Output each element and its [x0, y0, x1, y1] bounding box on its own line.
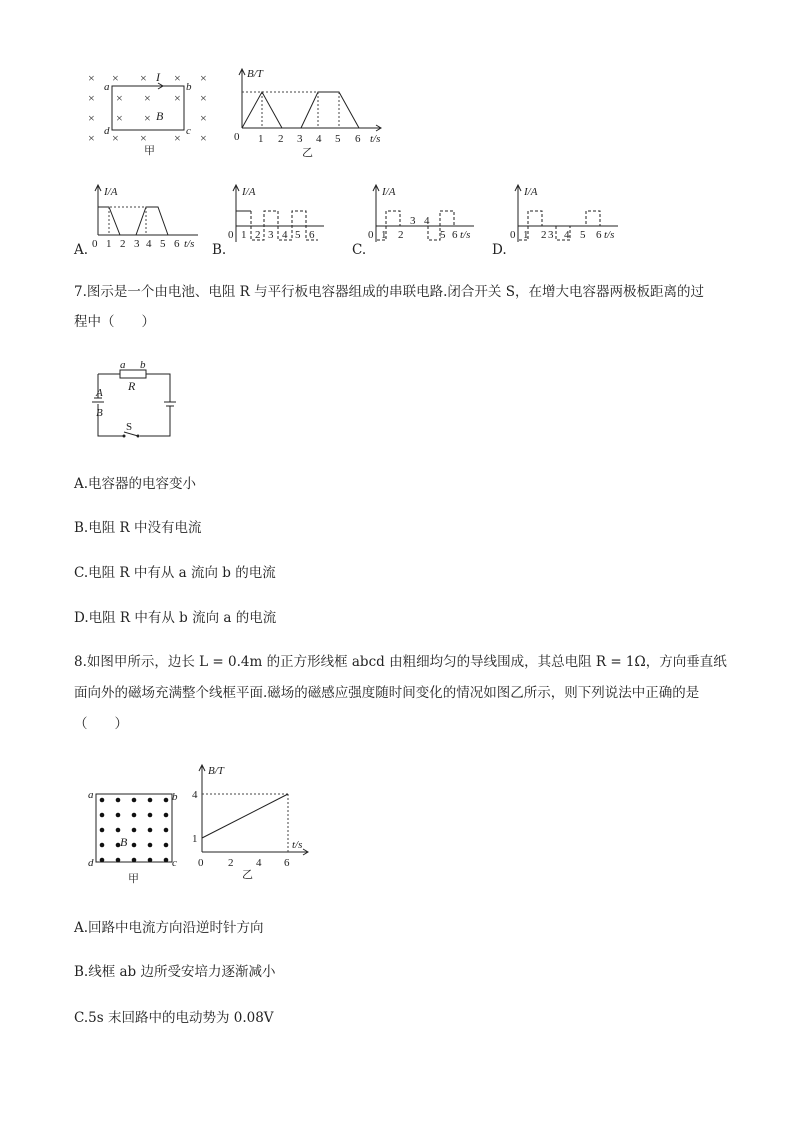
q6-option-d-graph[interactable] — [508, 182, 628, 252]
field-dot — [148, 858, 153, 863]
svg-text:4: 4 — [256, 857, 262, 869]
svg-text:6: 6 — [452, 229, 458, 241]
q7-option-a[interactable]: A.电容器的电容变小 — [74, 476, 197, 492]
caption-yi: 乙 — [302, 147, 313, 159]
field-dot — [100, 798, 105, 803]
field-dot — [100, 858, 105, 863]
svg-text:2: 2 — [541, 229, 547, 241]
svg-text:I/A: I/A — [242, 186, 256, 198]
svg-text:6: 6 — [174, 238, 180, 250]
q8-option-c[interactable]: C.5s 末回路中的电动势为 0.08V — [74, 1010, 274, 1026]
svg-text:c: c — [172, 857, 177, 869]
svg-text:I/A: I/A — [382, 186, 396, 198]
q7-circuit-diagram — [90, 360, 190, 445]
svg-text:×: × — [116, 111, 123, 125]
svg-text:1: 1 — [192, 833, 198, 845]
svg-text:R: R — [128, 379, 136, 393]
svg-text:4: 4 — [316, 133, 322, 145]
svg-text:d: d — [88, 857, 94, 869]
svg-text:×: × — [200, 91, 207, 105]
svg-text:S: S — [126, 421, 133, 433]
field-dot — [132, 843, 137, 848]
field-dot — [116, 813, 121, 818]
field-dot — [148, 813, 153, 818]
svg-text:I/A: I/A — [104, 186, 118, 198]
svg-text:×: × — [112, 71, 119, 85]
svg-text:a: a — [120, 359, 126, 371]
q6-option-c-graph[interactable] — [366, 182, 481, 252]
option-letter-a[interactable]: A. — [74, 242, 89, 258]
svg-text:×: × — [88, 111, 95, 125]
q7-option-c[interactable]: C.电阻 R 中有从 a 流向 b 的电流 — [74, 565, 276, 581]
svg-text:×: × — [200, 71, 207, 85]
label-b: b — [186, 81, 192, 93]
option-letter-c[interactable]: C. — [352, 242, 367, 258]
option-letter-b[interactable]: B. — [212, 242, 227, 258]
q6-option-a-graph[interactable] — [88, 182, 203, 252]
q7-option-b[interactable]: B.电阻 R 中没有电流 — [74, 520, 202, 536]
origin: 0 — [234, 131, 240, 143]
field-dot — [100, 828, 105, 833]
field-dot — [164, 843, 169, 848]
svg-text:3: 3 — [410, 215, 416, 227]
svg-text:t/s: t/s — [460, 229, 471, 241]
b-t-curve — [242, 92, 359, 128]
field-dot — [164, 798, 169, 803]
field-dot — [116, 828, 121, 833]
svg-text:×: × — [88, 91, 95, 105]
field-dot — [148, 828, 153, 833]
svg-text:5: 5 — [160, 238, 166, 250]
field-dot — [100, 843, 105, 848]
svg-text:6: 6 — [309, 229, 315, 241]
svg-text:6: 6 — [596, 229, 602, 241]
svg-text:2: 2 — [120, 238, 126, 250]
svg-text:1: 1 — [106, 238, 112, 250]
q8-stem-line1: 8.如图甲所示，边长 L = 0.4m 的正方形线框 abcd 由粗细均匀的导线围成，其总电阻 R = 1Ω，方向垂直纸 — [74, 654, 727, 670]
svg-text:A: A — [96, 387, 103, 399]
svg-text:0: 0 — [510, 229, 516, 241]
option-letter-d[interactable]: D. — [492, 242, 507, 258]
q8-stem-line2: 面向外的磁场充满整个线框平面.磁场的磁感应强度随时间变化的情况如图乙所示，则下列说法中正确的是 — [74, 685, 700, 701]
svg-text:2: 2 — [398, 229, 404, 241]
fig6-yi-graph — [232, 66, 382, 161]
svg-text:0: 0 — [92, 238, 98, 250]
field-dot — [132, 858, 137, 863]
q8-jia-diagram — [86, 786, 186, 886]
svg-text:×: × — [174, 71, 181, 85]
svg-text:×: × — [144, 111, 151, 125]
q7-stem-line1: 7.图示是一个由电池、电阻 R 与平行板电容器组成的串联电路.闭合开关 S，在增大电容器两极板距离的过 — [74, 284, 704, 300]
svg-text:t/s: t/s — [184, 238, 195, 250]
xlabel: t/s — [370, 133, 381, 145]
svg-text:2: 2 — [278, 133, 284, 145]
q8-stem-line3: （ ） — [74, 716, 128, 732]
field-dot — [132, 828, 137, 833]
field-dot — [148, 798, 153, 803]
svg-text:B/T: B/T — [208, 765, 224, 777]
ylabel: B/T — [247, 68, 263, 80]
label-a: a — [104, 81, 110, 93]
svg-text:×: × — [140, 71, 147, 85]
svg-text:3: 3 — [268, 229, 274, 241]
svg-text:5: 5 — [295, 229, 301, 241]
q8-yi-graph — [190, 762, 310, 882]
svg-text:6: 6 — [355, 133, 361, 145]
svg-text:I/A: I/A — [524, 186, 538, 198]
label-d: d — [104, 125, 110, 137]
svg-text:B: B — [120, 835, 128, 849]
svg-text:×: × — [88, 131, 95, 145]
svg-text:3: 3 — [134, 238, 140, 250]
x-ticks — [258, 133, 361, 145]
svg-text:4: 4 — [424, 215, 430, 227]
svg-text:5: 5 — [580, 229, 586, 241]
svg-text:1: 1 — [381, 229, 387, 241]
resistor-r — [120, 370, 146, 378]
svg-text:3: 3 — [548, 229, 554, 241]
svg-text:4: 4 — [564, 229, 570, 241]
svg-text:×: × — [140, 131, 147, 145]
field-dot — [164, 828, 169, 833]
svg-text:×: × — [200, 131, 207, 145]
svg-text:4: 4 — [192, 789, 198, 801]
q7-stem-line2: 程中（ ） — [74, 314, 155, 330]
fig6-jia-diagram — [82, 68, 212, 158]
field-dot — [132, 798, 137, 803]
svg-text:×: × — [116, 91, 123, 105]
label-I: I — [156, 70, 160, 84]
field-dot — [164, 858, 169, 863]
svg-text:0: 0 — [368, 229, 374, 241]
q8-option-b[interactable]: B.线框 ab 边所受安培力逐渐减小 — [74, 964, 276, 980]
svg-text:b: b — [172, 791, 178, 803]
svg-text:2: 2 — [255, 229, 261, 241]
svg-text:×: × — [144, 91, 151, 105]
svg-text:5: 5 — [440, 229, 446, 241]
svg-text:0: 0 — [198, 857, 204, 869]
svg-text:6: 6 — [284, 857, 290, 869]
field-dot — [164, 813, 169, 818]
svg-text:0: 0 — [228, 229, 234, 241]
q7-option-d[interactable]: D.电阻 R 中有从 b 流向 a 的电流 — [74, 610, 277, 626]
svg-text:2: 2 — [228, 857, 234, 869]
svg-text:4: 4 — [146, 238, 152, 250]
field-dot — [148, 843, 153, 848]
svg-text:5: 5 — [335, 133, 341, 145]
label-B: B — [156, 109, 164, 123]
field-dot — [116, 858, 121, 863]
svg-text:t/s: t/s — [604, 229, 615, 241]
svg-text:乙: 乙 — [242, 869, 253, 881]
svg-text:×: × — [112, 131, 119, 145]
q6-option-b-graph[interactable] — [226, 182, 326, 252]
svg-text:×: × — [88, 71, 95, 85]
svg-text:甲: 甲 — [128, 873, 139, 885]
field-dot — [132, 813, 137, 818]
svg-text:B: B — [96, 407, 103, 419]
caption-jia: 甲 — [144, 145, 155, 157]
field-dot — [100, 813, 105, 818]
svg-text:×: × — [174, 131, 181, 145]
svg-text:3: 3 — [297, 133, 303, 145]
svg-text:1: 1 — [258, 133, 264, 145]
svg-text:×: × — [174, 91, 181, 105]
svg-text:1: 1 — [523, 229, 529, 241]
q8-option-a[interactable]: A.回路中电流方向沿逆时针方向 — [74, 920, 264, 936]
svg-text:b: b — [140, 359, 146, 371]
label-c: c — [186, 125, 191, 137]
svg-text:1: 1 — [241, 229, 247, 241]
svg-text:4: 4 — [282, 229, 288, 241]
field-dot-marks — [100, 798, 169, 863]
svg-text:t/s: t/s — [292, 839, 303, 851]
field-dot — [116, 798, 121, 803]
svg-text:a: a — [88, 789, 94, 801]
svg-text:×: × — [200, 111, 207, 125]
b-t-line — [202, 794, 288, 838]
